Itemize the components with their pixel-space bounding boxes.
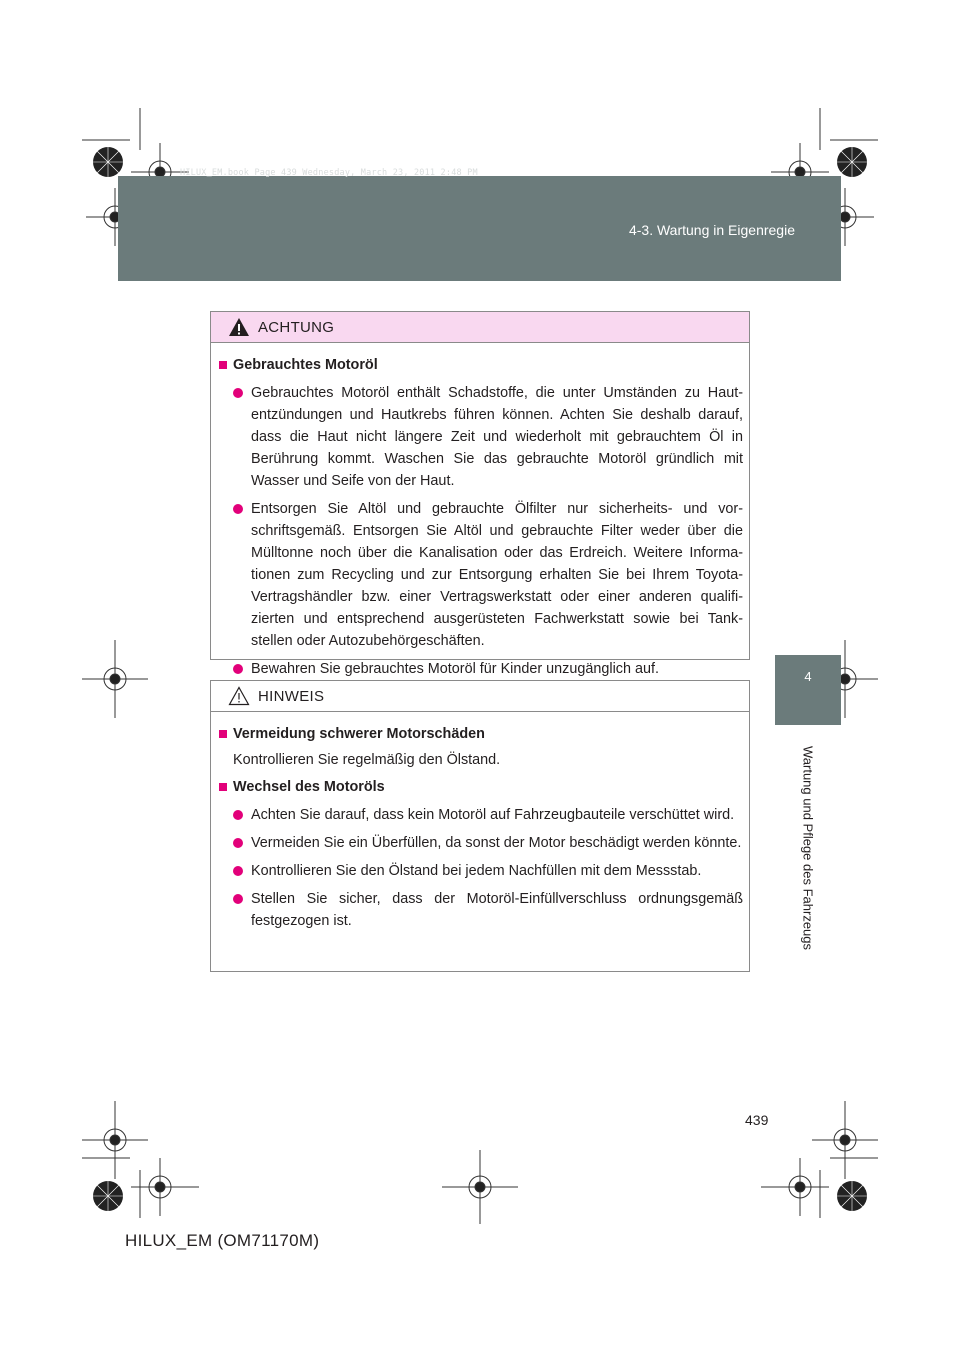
list-item: [219, 658, 743, 680]
bullet-dot-icon: [233, 664, 243, 674]
bullet-dot-icon: [233, 504, 243, 514]
list-item-text: Vermeiden Sie ein Überfüllen, da sonst der Motor beschädigt werden könnte.: [251, 835, 742, 851]
section-heading: [219, 354, 743, 376]
section-title-text: Vermeidung schwerer Motorschäden: [233, 726, 485, 742]
section-title-text: Gebrauchtes Motoröl: [233, 357, 378, 373]
chapter-tab: [775, 655, 841, 725]
section-paragraph: Kontrollieren Sie regelmäßig den Ölstand.: [233, 752, 501, 768]
list-item: [219, 888, 743, 932]
square-bullet-icon: [219, 730, 227, 738]
list-item: [219, 832, 743, 854]
chapter-number: 4: [804, 669, 812, 684]
warning-triangle-outline-icon: [228, 686, 250, 706]
warning-heading: ACHTUNG: [258, 318, 335, 336]
notice-box: [210, 680, 750, 972]
list-item-text: Kontrollieren Sie den Ölstand bei jedem Nachfüllen mit dem Messstab.: [251, 863, 702, 879]
section-title-text: Wechsel des Motoröls: [233, 779, 385, 795]
list-item: [219, 804, 743, 826]
bullet-dot-icon: [233, 388, 243, 398]
warning-box-body: [211, 343, 749, 680]
notice-box-body: [211, 712, 749, 932]
chapter-title: Wartung und Pflege des Fahrzeugs: [800, 745, 816, 951]
bullet-dot-icon: [233, 866, 243, 876]
section-heading: [219, 723, 743, 745]
list-item-text: Stellen Sie sicher, dass der Motoröl-Einfüllverschluss ordnungsgemäß festgezogen ist.: [251, 891, 743, 929]
list-item-text: Gebrauchtes Motoröl enthält Schadstoffe, die unter Umständen zu Haut-entzündungen und Hautkrebs führen können. Achten Sie deshalb darauf, dass die Haut nicht längere Zeit und wiederholt mit gebrauchtem Öl in Berührung kommt. Waschen Sie das gebrauchte Motoröl gründlich mit Wasser und Seife von der Haut.: [251, 385, 743, 489]
print-info: HILUX_EM.book Page 439 Wednesday, March 23, 2011 2:48 PM: [180, 168, 478, 178]
bullet-dot-icon: [233, 810, 243, 820]
footer-model: HILUX_EM (OM71170M): [125, 1231, 320, 1250]
list-item-text: Achten Sie darauf, dass kein Motoröl auf Fahrzeugbauteile verschüttet wird.: [251, 807, 735, 823]
bullet-dot-icon: [233, 894, 243, 904]
warning-box-header: [211, 312, 749, 343]
page-number: 439: [745, 1112, 769, 1128]
list-item-text: Entsorgen Sie Altöl und gebrauchte Ölfilter nur sicherheits- und vor-schriftsgemäß. Entsorgen Sie Altöl und gebrauchte Filter weder über die Mülltonne noch über die Kanalisation oder das Erdreich. Weitere Informa-tionen zum Recycling und zur Entsorgung erhalten Sie bei Ihrem Toyota-Vertragshändler bzw. einer Vertragswerkstatt oder einer anderen qualifi-zierten und entsprechend ausgerüsteten Fachwerkstatt sowie bei Tank-stellen oder Autozubehörgeschäften.: [251, 501, 743, 649]
list-item: [219, 382, 743, 492]
warning-box: [210, 311, 750, 677]
list-item: [219, 860, 743, 882]
warning-triangle-filled-icon: [228, 317, 250, 337]
notice-box-header: [211, 681, 749, 712]
section-heading: [219, 776, 743, 798]
bullet-dot-icon: [233, 838, 243, 848]
square-bullet-icon: [219, 361, 227, 369]
square-bullet-icon: [219, 783, 227, 791]
list-item-text: Bewahren Sie gebrauchtes Motoröl für Kinder unzugänglich auf.: [251, 661, 659, 677]
list-item: [219, 498, 743, 652]
notice-heading: HINWEIS: [258, 687, 325, 705]
section-title: 4-3. Wartung in Eigenregie: [628, 222, 795, 238]
